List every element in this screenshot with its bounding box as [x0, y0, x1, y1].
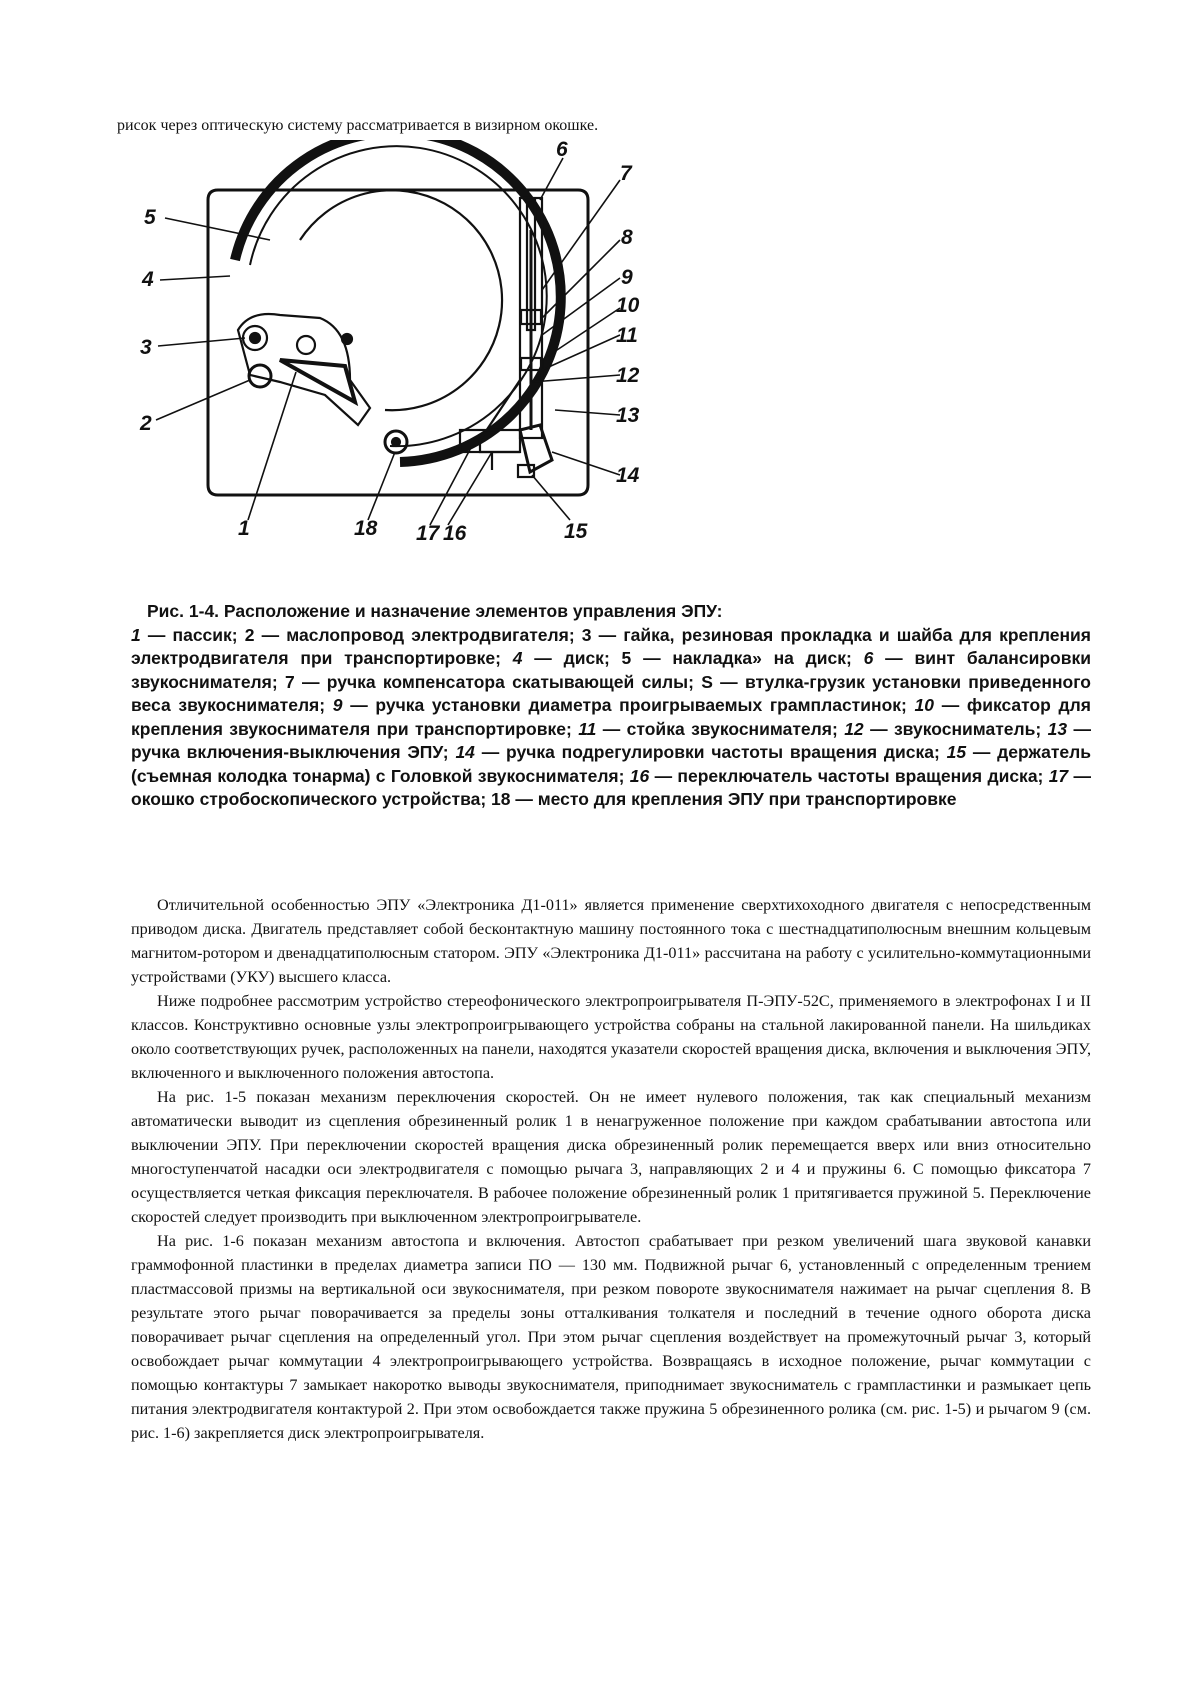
callout-14: 14: [616, 464, 640, 487]
callout-17: 17: [416, 522, 440, 545]
paragraph: Ниже подробнее рассмотрим устройство стереофонического электропроигрывателя П-ЭПУ-52С, применяемого в электрофонах I и II классов. Конструктивно основные узлы электропроигрывающего устройства собраны на стальной лакированной панели. На шильдиках около соответствующих ручек, расположенных на панели, находятся указатели скоростей вращения диска, включения и выключения ЭПУ, включенного и выключенного положения автостопа.: [131, 992, 1091, 1082]
callout-8: 8: [621, 226, 633, 249]
figure-epu-diagram: [100, 140, 720, 610]
callout-11: 11: [616, 324, 638, 347]
callout-10: 10: [616, 294, 640, 317]
callout-16: 16: [443, 522, 467, 545]
callout-5: 5: [144, 206, 156, 229]
callout-9: 9: [621, 266, 633, 289]
caption-body: 1 — пассик; 2 — маслопровод электродвигателя; 3 — гайка, резиновая прокладка и шайба для крепления электродвигателя при транспортировке; 4 — диск; 5 — накладка» на диск; 6 — винт балансировки звукоснимателя; 7 — ручка компенсатора скатывающей силы; S — втулка-грузик установки приведенного веса звукоснимателя; 9 — ручка установки диаметра проигрываемых грампластинок; 10 — фиксатор для крепления звукоснимателя при транспортировке; 11 — стойка звукоснимателя; 12 — звукосниматель; 13 — ручка включения-выключения ЭПУ; 14 — ручка подрегулировки частоты вращения диска; 15 — держатель (съемная колодка тонарма) с Головкой звукоснимателя; 16 — переключатель частоты вращения диска; 17 — окошко стробоскопического устройства; 18 — место для крепления ЭПУ при транспортировке: [131, 624, 1092, 809]
paragraph: На рис. 1-5 показан механизм переключения скоростей. Он не имеет нулевого положения, так как специальный механизм автоматически выводит из сцепления обрезиненный ролик 1 в ненагруженное положение при каждом срабатывании автостопа или выключении ЭПУ. При переключении скоростей вращения диска обрезиненный ролик перемещается вверх или вниз относительно многоступенчатой насадки оси электродвигателя с помощью рычага 3, направляющих 2 и 4 и пружины 6. С помощью фиксатора 7 осуществляется четкая фиксация переключателя. В рабочее положение обрезиненный ролик 1 притягивается пружиной 5. Переключение скоростей следует производить при выключенном электропроигрывателе.: [131, 1088, 1091, 1226]
intro-line: рисок через оптическую систему рассматривается в визирном окошке.: [117, 117, 599, 134]
disc-inner-arc: [300, 190, 502, 410]
callout-15: 15: [564, 520, 588, 543]
callout-2: 2: [140, 412, 152, 435]
figure-caption: [131, 600, 1091, 812]
body-text: [131, 893, 1091, 1445]
callout-4: 4: [142, 268, 154, 291]
paragraph: Отличительной особенностью ЭПУ «Электроника Д1-011» является применение сверхтихоходного двигателя с непосредственным приводом диска. Двигатель представляет собой бесконтактную машину постоянного тока с шестнадцатиполюсным внешним кольцевым магнитом-ротором и двенадцатиполюсным статором. ЭПУ «Электроника Д1-011» рассчитана на работу с усилительно-коммутационными устройствами (УКУ) высшего класса.: [131, 896, 1091, 986]
caption-title: Рис. 1-4. Расположение и назначение элементов управления ЭПУ:: [147, 601, 723, 621]
callout-1: 1: [238, 517, 250, 540]
caption-num: 1: [131, 624, 141, 645]
callout-18: 18: [354, 517, 378, 540]
paragraph: На рис. 1-6 показан механизм автостопа и включения. Автостоп срабатывает при резком увеличений шага звуковой канавки граммофонной пластинки в пределах диаметра записи ПО — 130 мм. Подвижной рычаг 6, установленный с определенным трением пластмассовой призмы на вертикальной оси звукоснимателя, при резком повороте звукоснимателя нажимает на рычаг сцепления 8. В результате этого рычаг поворачивается за пределы зоны отталкивания толкателя и последний в течение одного оборота диска поворачивает рычаг сцепления на определенный угол. При этом рычаг сцепления воздействует на промежуточный рычаг 3, который освобождает рычаг коммутации 4 электропроигрывающего устройства. Возвращаясь в исходное положение, рычаг коммутации с помощью контактуры 7 замыкает накоротко выводы звукоснимателя, приподнимает звукосниматель с грампластинки и размыкает цепь питания электродвигателя контактурой 2. При этом освобождается также пружина 5 обрезиненного ролика (см. рис. 1-5) и рычагом 9 (см. рис. 1-6) закрепляется диск электропроигрывателя.: [131, 1232, 1091, 1442]
callout-12: 12: [616, 364, 640, 387]
callout-6: 6: [556, 140, 568, 161]
callout-13: 13: [616, 404, 640, 427]
callout-3: 3: [140, 336, 152, 359]
callout-7: 7: [620, 162, 632, 185]
disc-arc: [235, 140, 561, 462]
